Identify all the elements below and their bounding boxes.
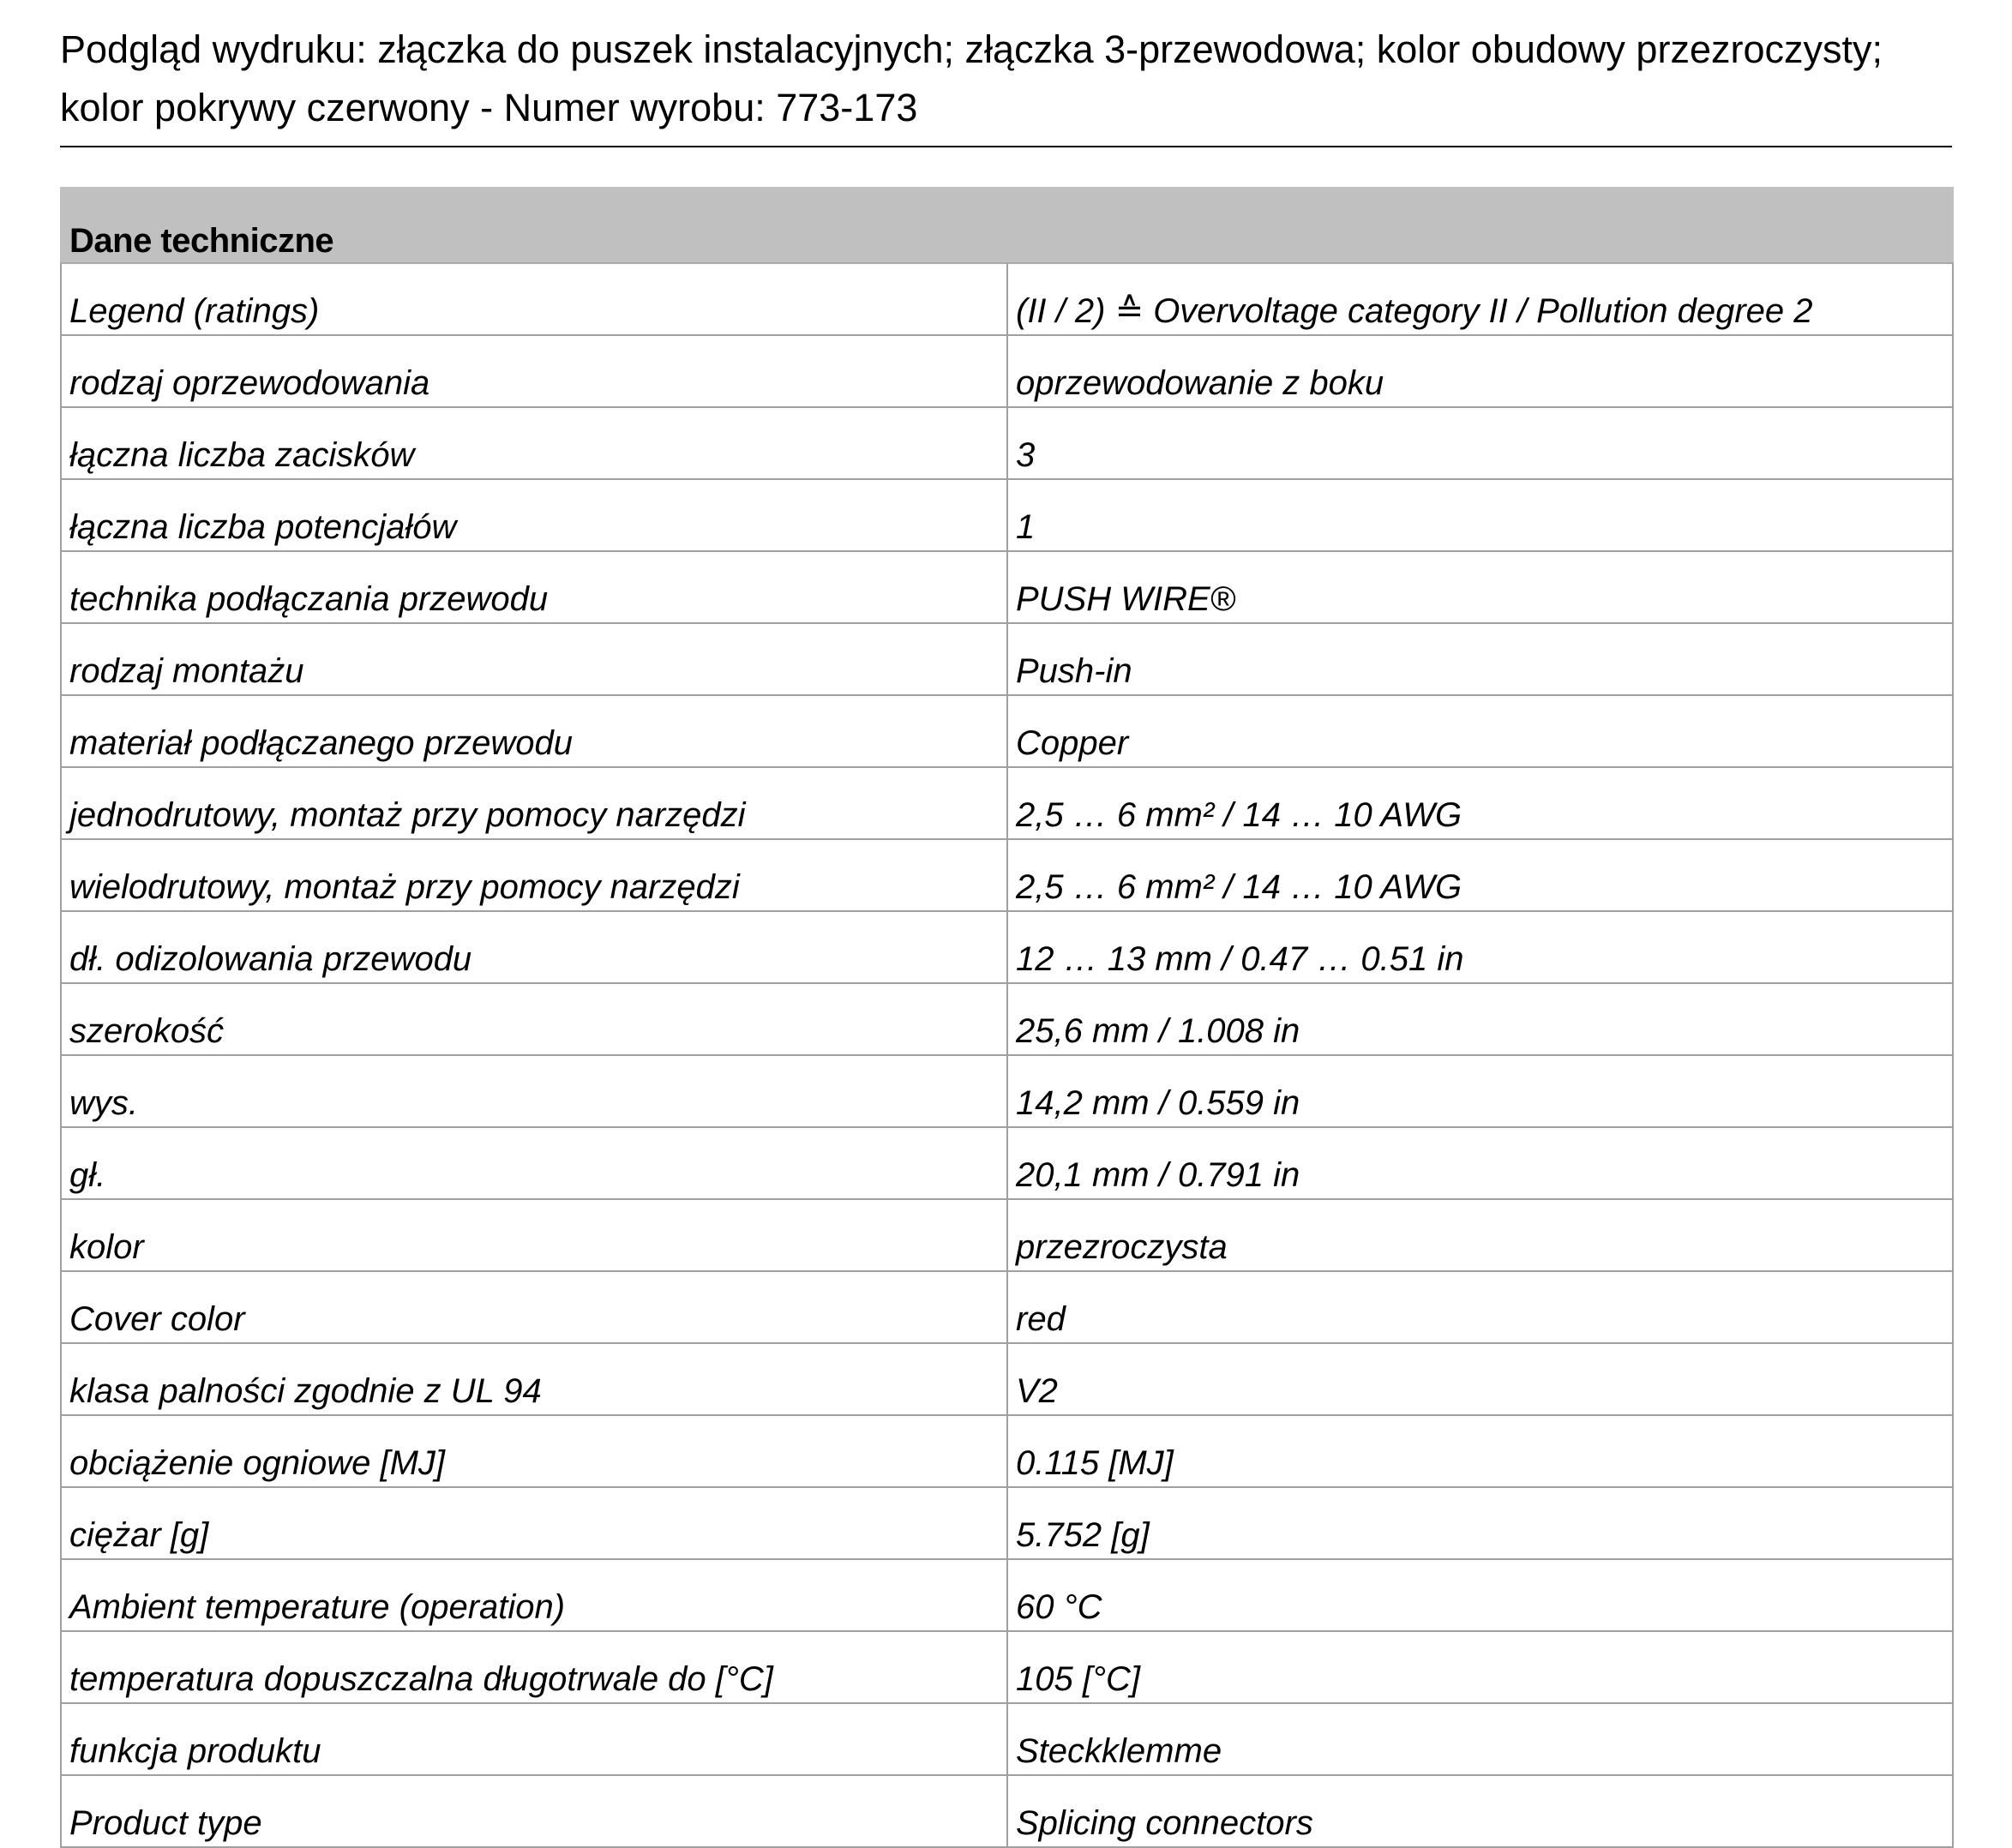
property-label: funkcja produktu: [61, 1703, 1007, 1775]
property-label: Product type: [61, 1775, 1007, 1847]
table-row: [61, 1487, 1953, 1559]
table-row: [61, 407, 1953, 479]
table-row: [61, 695, 1953, 767]
table-row: [61, 1127, 1953, 1199]
property-value: 20,1 mm / 0.791 in: [1007, 1127, 1953, 1199]
property-label: kolor: [61, 1199, 1007, 1271]
property-label: gł.: [61, 1127, 1007, 1199]
table-row: [61, 767, 1953, 839]
table-row: [61, 1415, 1953, 1487]
section-header-row: [61, 188, 1953, 263]
property-label: Ambient temperature (operation): [61, 1559, 1007, 1631]
property-label: Cover color: [61, 1271, 1007, 1343]
table-row: [61, 551, 1953, 623]
table-row: [61, 1055, 1953, 1127]
table-row: [61, 623, 1953, 695]
property-label: Legend (ratings): [61, 263, 1007, 335]
property-label: rodzaj montażu: [61, 623, 1007, 695]
property-value: 12 … 13 mm / 0.47 … 0.51 in: [1007, 911, 1953, 983]
table-row: [61, 839, 1953, 911]
property-value: przezroczysta: [1007, 1199, 1953, 1271]
table-row: [61, 1775, 1953, 1847]
property-label: szerokość: [61, 983, 1007, 1055]
property-label: wielodrutowy, montaż przy pomocy narzędzi: [61, 839, 1007, 911]
property-label: rodzaj oprzewodowania: [61, 335, 1007, 407]
property-value: oprzewodowanie z boku: [1007, 335, 1953, 407]
property-value: 1: [1007, 479, 1953, 551]
property-value: 25,6 mm / 1.008 in: [1007, 983, 1953, 1055]
property-value: 0.115 [MJ]: [1007, 1415, 1953, 1487]
table-row: [61, 1199, 1953, 1271]
property-label: obciążenie ogniowe [MJ]: [61, 1415, 1007, 1487]
property-value: Push-in: [1007, 623, 1953, 695]
property-value: Steckklemme: [1007, 1703, 1953, 1775]
table-row: [61, 335, 1953, 407]
table-row: [61, 1343, 1953, 1415]
property-label: dł. odizolowania przewodu: [61, 911, 1007, 983]
property-value: (II / 2) ≙ Overvoltage category II / Pollution degree 2: [1007, 263, 1953, 335]
property-value: 60 °C: [1007, 1559, 1953, 1631]
property-value: 2,5 … 6 mm² / 14 … 10 AWG: [1007, 767, 1953, 839]
table-row: [61, 983, 1953, 1055]
technical-data-table: [60, 187, 1954, 1848]
property-label: klasa palności zgodnie z UL 94: [61, 1343, 1007, 1415]
section-title: Dane techniczne: [61, 188, 1953, 263]
property-value: V2: [1007, 1343, 1953, 1415]
property-value: 3: [1007, 407, 1953, 479]
property-label: wys.: [61, 1055, 1007, 1127]
page-title: Podgląd wydruku: złączka do puszek instalacyjnych; złączka 3-przewodowa; kolor obudowy przezroczysty; kolor pokrywy czerwony - Numer wyrobu: 773-173: [60, 21, 1952, 147]
table-row: [61, 479, 1953, 551]
property-value: 105 [°C]: [1007, 1631, 1953, 1703]
table-row: [61, 1271, 1953, 1343]
property-value: PUSH WIRE®: [1007, 551, 1953, 623]
table-row: [61, 263, 1953, 335]
property-value: 2,5 … 6 mm² / 14 … 10 AWG: [1007, 839, 1953, 911]
property-label: ciężar [g]: [61, 1487, 1007, 1559]
property-value: Splicing connectors: [1007, 1775, 1953, 1847]
table-row: [61, 1703, 1953, 1775]
print-preview-page: [60, 0, 1952, 1848]
table-row: [61, 1631, 1953, 1703]
property-label: łączna liczba zacisków: [61, 407, 1007, 479]
table-row: [61, 1559, 1953, 1631]
property-label: temperatura dopuszczalna długotrwale do [°C]: [61, 1631, 1007, 1703]
property-label: materiał podłączanego przewodu: [61, 695, 1007, 767]
table-row: [61, 911, 1953, 983]
property-value: Copper: [1007, 695, 1953, 767]
property-value: 14,2 mm / 0.559 in: [1007, 1055, 1953, 1127]
property-label: technika podłączania przewodu: [61, 551, 1007, 623]
property-value: 5.752 [g]: [1007, 1487, 1953, 1559]
property-value: red: [1007, 1271, 1953, 1343]
property-label: jednodrutowy, montaż przy pomocy narzędzi: [61, 767, 1007, 839]
property-label: łączna liczba potencjałów: [61, 479, 1007, 551]
